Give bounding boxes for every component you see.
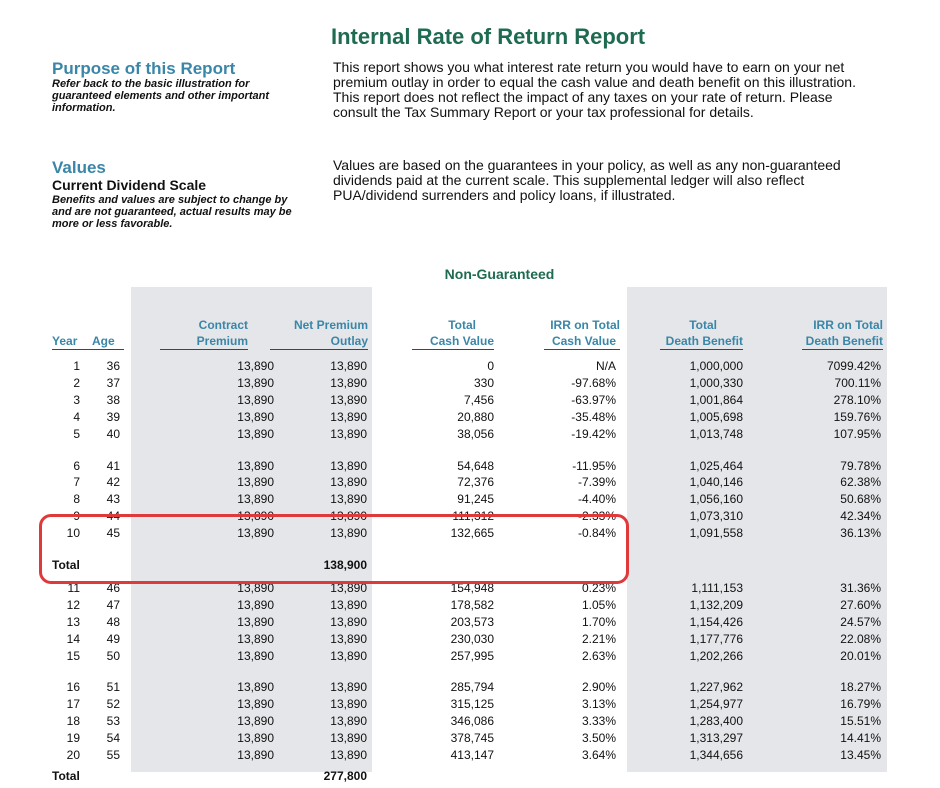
cell-death-benefit: 1,005,698 — [689, 409, 743, 424]
table-row — [0, 375, 940, 391]
cell-irr-death: 18.27% — [840, 680, 881, 695]
cell-age: 41 — [106, 458, 120, 473]
cell-cash-value: 91,245 — [457, 492, 494, 507]
table-row — [0, 458, 940, 474]
cell-contract-premium: 13,890 — [237, 426, 274, 441]
cell-irr-death: 27.60% — [840, 597, 881, 612]
cell-year: 2 — [73, 375, 80, 390]
cell-irr-death: 7099.42% — [826, 359, 881, 373]
cell-net-premium: 13,890 — [330, 392, 367, 407]
cell-year: 4 — [73, 409, 80, 424]
table-row — [0, 679, 940, 695]
cell-net-premium: 13,890 — [330, 714, 367, 729]
total-net-premium: 277,800 — [323, 768, 367, 783]
cell-cash-value: 257,995 — [450, 648, 494, 663]
cell-age: 42 — [106, 475, 120, 490]
cell-net-premium: 13,890 — [330, 458, 367, 473]
cell-contract-premium: 13,890 — [237, 526, 274, 541]
cell-year: 14 — [66, 631, 80, 646]
cell-irr-cash: 1.70% — [581, 614, 616, 629]
cell-contract-premium: 13,890 — [237, 714, 274, 729]
cell-age: 50 — [106, 648, 120, 663]
cell-cash-value: 7,456 — [463, 392, 494, 407]
cell-cash-value: 111,312 — [452, 509, 494, 524]
cell-irr-death: 13.45% — [840, 748, 881, 762]
cell-year: 7 — [73, 475, 80, 490]
cell-death-benefit: 1,254,977 — [689, 697, 743, 712]
cell-year: 10 — [66, 526, 80, 541]
cell-irr-death: 42.34% — [840, 509, 881, 524]
cell-death-benefit: 1,000,000 — [689, 359, 743, 373]
cell-irr-cash: 3.64% — [581, 748, 616, 762]
cell-irr-cash: 2.90% — [581, 680, 616, 695]
cell-year: 3 — [73, 392, 80, 407]
cell-net-premium: 13,890 — [330, 580, 367, 595]
table-row — [0, 614, 940, 630]
cell-age: 54 — [106, 731, 120, 746]
cell-death-benefit: 1,202,266 — [689, 648, 743, 663]
cell-death-benefit: 1,283,400 — [689, 714, 743, 729]
cell-irr-cash: 1.05% — [581, 597, 616, 612]
cell-irr-cash: -0.84% — [577, 526, 616, 541]
cell-death-benefit: 1,056,160 — [689, 492, 743, 507]
cell-irr-cash: 3.13% — [581, 697, 616, 712]
cell-contract-premium: 13,890 — [237, 375, 274, 390]
cell-cash-value: 378,745 — [450, 731, 494, 746]
cell-age: 45 — [106, 526, 120, 541]
cell-year: 8 — [73, 492, 80, 507]
cell-age: 47 — [106, 597, 120, 612]
cell-cash-value: 230,030 — [450, 631, 494, 646]
cell-contract-premium: 13,890 — [237, 509, 274, 524]
cell-death-benefit: 1,132,209 — [689, 597, 743, 612]
cell-death-benefit: 1,025,464 — [689, 458, 743, 473]
cell-cash-value: 54,648 — [457, 458, 494, 473]
cell-death-benefit: 1,177,776 — [689, 631, 743, 646]
cell-net-premium: 13,890 — [330, 509, 367, 524]
cell-cash-value: 154,948 — [450, 580, 494, 595]
table-row — [0, 730, 940, 746]
table-row — [0, 474, 940, 490]
cell-irr-death: 62.38% — [840, 475, 881, 490]
header-contract-premium: Contract Premium — [196, 318, 248, 348]
cell-contract-premium: 13,890 — [237, 748, 274, 762]
cell-net-premium: 13,890 — [330, 697, 367, 712]
cell-irr-death: 36.13% — [840, 526, 881, 541]
cell-irr-death: 31.36% — [840, 580, 881, 595]
cell-age: 53 — [106, 714, 120, 729]
table-row — [0, 747, 940, 763]
cell-contract-premium: 13,890 — [237, 359, 274, 373]
total-label: Total — [52, 558, 80, 572]
cell-net-premium: 13,890 — [330, 631, 367, 646]
cell-contract-premium: 13,890 — [237, 492, 274, 507]
cell-year: 19 — [66, 731, 80, 746]
cell-age: 36 — [106, 359, 120, 373]
cell-cash-value: 203,573 — [450, 614, 494, 629]
table-row — [0, 696, 940, 712]
values-text: Values are based on the guarantees in your policy, as well as any non-guaranteed dividends paid at the current scale. This supplemental ledger will also reflect PUA/dividend surrenders and policy loans, if illustrated. — [333, 157, 841, 203]
cell-contract-premium: 13,890 — [237, 631, 274, 646]
cell-contract-premium: 13,890 — [237, 409, 274, 424]
cell-cash-value: 315,125 — [450, 697, 494, 712]
cell-death-benefit: 1,013,748 — [689, 426, 743, 441]
cell-cash-value: 72,376 — [457, 475, 494, 490]
header-rule-cash — [412, 349, 494, 350]
cell-death-benefit: 1,073,310 — [689, 509, 743, 524]
header-rule-net — [270, 349, 368, 350]
cell-death-benefit: 1,040,146 — [689, 475, 743, 490]
cell-death-benefit: 1,001,864 — [689, 392, 743, 407]
cell-year: 17 — [66, 697, 80, 712]
cell-cash-value: 330 — [473, 375, 494, 390]
cell-net-premium: 13,890 — [330, 359, 367, 373]
cell-contract-premium: 13,890 — [237, 731, 274, 746]
header-rule-contract — [160, 349, 248, 350]
cell-net-premium: 13,890 — [330, 475, 367, 490]
header-rule-death — [660, 349, 743, 350]
cell-irr-death: 22.08% — [840, 631, 881, 646]
cell-contract-premium: 13,890 — [237, 580, 274, 595]
cell-net-premium: 13,890 — [330, 597, 367, 612]
total-net-premium: 138,900 — [323, 558, 367, 572]
cell-irr-death: 159.76% — [833, 409, 881, 424]
table-row — [0, 713, 940, 729]
cell-irr-cash: -19.42% — [571, 426, 616, 441]
cell-irr-cash: 0.23% — [581, 580, 616, 595]
table-row — [0, 648, 940, 664]
cell-irr-cash: -63.97% — [571, 392, 616, 407]
cell-death-benefit: 1,344,656 — [689, 748, 743, 762]
total-label: Total — [52, 768, 80, 783]
cell-net-premium: 13,890 — [330, 748, 367, 762]
header-irr-death-benefit: IRR on Total Death Benefit — [805, 318, 883, 348]
cell-contract-premium: 13,890 — [237, 458, 274, 473]
cell-contract-premium: 13,890 — [237, 392, 274, 407]
cell-cash-value: 38,056 — [457, 426, 494, 441]
header-total-death-benefit: Total Death Benefit — [665, 318, 743, 348]
cell-year: 1 — [73, 359, 80, 373]
cell-net-premium: 13,890 — [330, 409, 367, 424]
cell-year: 6 — [73, 458, 80, 473]
highlight-annotation-box — [39, 514, 629, 584]
table-row — [0, 358, 940, 374]
header-year: Year — [52, 334, 78, 348]
non-guaranteed-label: Non-Guaranteed — [444, 266, 555, 282]
cell-irr-cash: 3.50% — [581, 731, 616, 746]
cell-age: 46 — [106, 580, 120, 595]
cell-net-premium: 13,890 — [330, 426, 367, 441]
cell-cash-value: 132,665 — [450, 526, 494, 541]
cell-irr-cash: -97.68% — [571, 375, 616, 390]
cell-irr-death: 278.10% — [833, 392, 881, 407]
cell-death-benefit: 1,000,330 — [689, 375, 743, 390]
cell-irr-cash: 3.33% — [581, 714, 616, 729]
cell-year: 12 — [66, 597, 80, 612]
cell-age: 37 — [106, 375, 120, 390]
cell-contract-premium: 13,890 — [237, 648, 274, 663]
table-row — [0, 426, 940, 442]
cell-year: 16 — [66, 680, 80, 695]
cell-irr-cash: -7.39% — [577, 475, 616, 490]
cell-year: 9 — [73, 509, 80, 524]
cell-irr-death: 20.01% — [840, 648, 881, 663]
cell-irr-cash: 2.63% — [581, 648, 616, 663]
cell-year: 11 — [67, 580, 80, 595]
cell-cash-value: 178,582 — [450, 597, 494, 612]
cell-cash-value: 413,147 — [450, 748, 494, 762]
table-row — [0, 597, 940, 613]
header-irr-cash-value: IRR on Total Cash Value — [550, 318, 620, 348]
header-rule-irr-cash — [544, 349, 620, 350]
cell-age: 49 — [106, 631, 120, 646]
cell-irr-death: 700.11% — [834, 375, 881, 390]
cell-year: 20 — [66, 748, 80, 762]
table-row — [0, 409, 940, 425]
purpose-note: Refer back to the basic illustration for guaranteed elements and other important information. — [52, 78, 269, 114]
cell-irr-death: 107.95% — [833, 426, 881, 441]
cell-age: 44 — [106, 509, 120, 524]
values-heading: Values — [52, 158, 106, 177]
cell-irr-death: 50.68% — [840, 492, 881, 507]
cell-irr-cash: N/A — [595, 359, 616, 373]
cell-year: 18 — [66, 714, 80, 729]
cell-irr-death: 79.78% — [840, 458, 881, 473]
cell-irr-cash: -2.33% — [577, 509, 616, 524]
purpose-heading: Purpose of this Report — [52, 59, 236, 78]
cell-age: 38 — [106, 392, 120, 407]
cell-cash-value: 20,880 — [457, 409, 494, 424]
cell-irr-cash: -11.95% — [572, 458, 616, 473]
header-rule-irr-death — [802, 349, 883, 350]
cell-irr-death: 15.51% — [840, 714, 881, 729]
cell-contract-premium: 13,890 — [237, 475, 274, 490]
header-net-premium-outlay: Net Premium Outlay — [293, 318, 368, 348]
purpose-text: This report shows you what interest rate return you would have to earn on your net premium outlay in order to equal the cash value and death benefit on this illustration. This report does not reflect the impact of any taxes on your rate of return. Please consult the Tax Summary Report or your tax professional for details. — [333, 59, 856, 120]
cell-death-benefit: 1,091,558 — [689, 526, 743, 541]
cell-net-premium: 13,890 — [330, 526, 367, 541]
cell-age: 51 — [106, 680, 120, 695]
cell-cash-value: 0 — [487, 359, 494, 373]
total-row — [0, 768, 940, 784]
cell-net-premium: 13,890 — [330, 680, 367, 695]
cell-death-benefit: 1,111,153 — [691, 580, 743, 595]
table-row — [0, 491, 940, 507]
cell-net-premium: 13,890 — [330, 375, 367, 390]
values-subheading: Current Dividend Scale — [52, 177, 207, 193]
cell-net-premium: 13,890 — [330, 492, 367, 507]
cell-age: 52 — [106, 697, 120, 712]
cell-age: 39 — [106, 409, 120, 424]
cell-irr-cash: -4.40% — [577, 492, 616, 507]
page-title: Internal Rate of Return Report — [331, 24, 646, 49]
table-row — [0, 392, 940, 408]
cell-year: 15 — [66, 648, 80, 663]
cell-death-benefit: 1,313,297 — [689, 731, 743, 746]
table-row — [0, 631, 940, 647]
header-rule-year-age — [52, 349, 124, 350]
header-total-cash-value: Total Cash Value — [429, 318, 494, 348]
cell-irr-death: 16.79% — [840, 697, 881, 712]
cell-year: 5 — [73, 426, 80, 441]
cell-contract-premium: 13,890 — [237, 697, 274, 712]
cell-net-premium: 13,890 — [330, 731, 367, 746]
cell-year: 13 — [66, 614, 80, 629]
cell-contract-premium: 13,890 — [237, 680, 274, 695]
cell-age: 48 — [106, 614, 120, 629]
cell-age: 43 — [106, 492, 120, 507]
cell-cash-value: 285,794 — [450, 680, 494, 695]
header-age: Age — [92, 334, 115, 348]
cell-age: 40 — [106, 426, 120, 441]
cell-contract-premium: 13,890 — [237, 614, 274, 629]
cell-irr-cash: -35.48% — [571, 409, 616, 424]
values-note: Benefits and values are subject to change by and are not guaranteed, actual results may be more or less favorable. — [52, 194, 337, 230]
cell-irr-cash: 2.21% — [581, 631, 616, 646]
cell-net-premium: 13,890 — [330, 614, 367, 629]
cell-contract-premium: 13,890 — [237, 597, 274, 612]
cell-age: 55 — [106, 748, 120, 762]
cell-irr-death: 24.57% — [840, 614, 881, 629]
cell-irr-death: 14.41% — [840, 731, 881, 746]
cell-death-benefit: 1,154,426 — [689, 614, 743, 629]
cell-cash-value: 346,086 — [450, 714, 494, 729]
cell-death-benefit: 1,227,962 — [689, 680, 743, 695]
cell-net-premium: 13,890 — [330, 648, 367, 663]
